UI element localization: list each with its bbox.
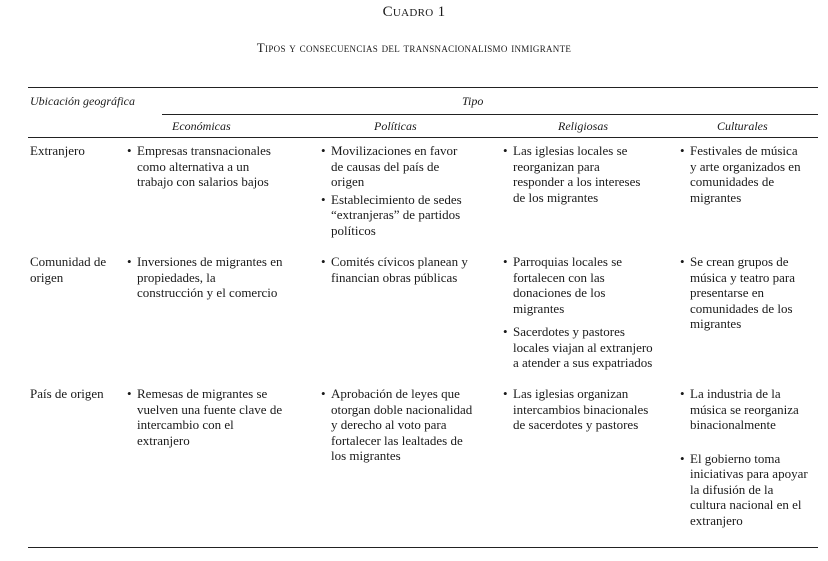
table-cell	[680, 254, 808, 338]
row-label-pais: País de origen	[30, 386, 104, 401]
list-item: • Empresas transnacionales como alternativa a un trabajo con salarios bajos	[127, 143, 285, 190]
table-cell	[680, 143, 805, 211]
spanner-rule	[162, 114, 818, 115]
row-label-extranjero: Extranjero	[30, 143, 85, 158]
bottom-rule	[28, 547, 818, 548]
list-item: • Festivales de música y arte organizados en comunidades de migrantes	[680, 143, 805, 205]
list-item: • Inversiones de migrantes en propiedades, la construcción y el comercio	[127, 254, 285, 301]
list-item: • Se crean grupos de música y teatro para presentarse en comunidades de los migrantes	[680, 254, 808, 332]
table-title: Tipos y consecuencias del transnacionalismo inmigrante	[256, 40, 572, 55]
spanner-header: Tipo	[462, 94, 484, 108]
table-cell	[680, 386, 808, 534]
table-cell	[127, 386, 285, 454]
list-item: • El gobierno toma iniciativas para apoyar la difusión de la cultura nacional en el extranjero	[680, 451, 808, 529]
table-cell	[127, 143, 285, 196]
table-cell	[503, 386, 661, 439]
table-cell	[321, 254, 471, 291]
table-cell	[321, 386, 479, 470]
list-item: • Las iglesias locales se reorganizan para responder a los intereses de los migrantes	[503, 143, 653, 205]
stub-header: Ubicación geográfica	[30, 94, 135, 108]
list-item: • Las iglesias organizan intercambios binacionales de sacerdotes y pastores	[503, 386, 661, 433]
list-item: • Movilizaciones en favor de causas del país de origen	[321, 143, 471, 190]
list-item: • La industria de la música se reorganiza binacionalmente	[680, 386, 808, 433]
col-header-economicas: Económicas	[172, 119, 231, 133]
top-rule	[28, 87, 818, 88]
table-cell	[503, 254, 653, 377]
row-label-comunidad: Comunidad de origen	[30, 254, 107, 285]
list-item: • Parroquias locales se fortalecen con las donaciones de los migrantes	[503, 254, 653, 316]
col-header-culturales: Culturales	[717, 119, 768, 133]
col-header-religiosas: Religiosas	[558, 119, 608, 133]
header-rule	[28, 137, 818, 138]
col-header-politicas: Políticas	[374, 119, 417, 133]
list-item: • Remesas de migrantes se vuelven una fuente clave de intercambio con el extranjero	[127, 386, 285, 448]
table-cell	[127, 254, 285, 307]
list-item: • Establecimiento de sedes “extranjeras” de partidos políticos	[321, 192, 471, 239]
table-number: Cuadro 1	[382, 4, 446, 20]
table-cell	[503, 143, 653, 211]
table-cell	[321, 143, 471, 244]
list-item: • Sacerdotes y pastores locales viajan al extranjero a atender a sus expatriados	[503, 324, 653, 371]
list-item: • Comités cívicos planean y financian obras públicas	[321, 254, 471, 285]
list-item: • Aprobación de leyes que otorgan doble nacionalidad y derecho al voto para fortalecer las lealtades de los migrantes	[321, 386, 479, 464]
